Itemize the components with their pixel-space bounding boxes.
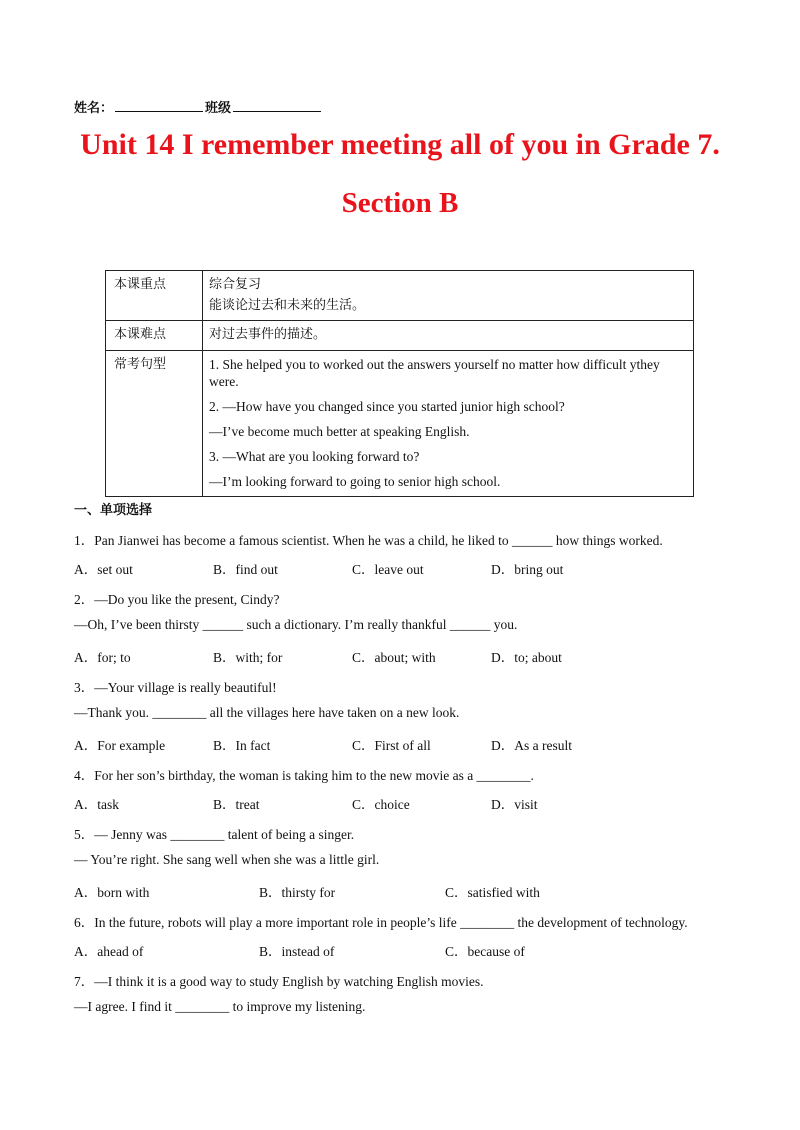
question-dialogue: —Thank you. ________ all the villages here have taken on a new look.: [74, 705, 460, 720]
content-line: 综合复习: [209, 277, 262, 292]
option-c[interactable]: C．leave out: [352, 562, 424, 577]
option-b[interactable]: B．instead of: [259, 944, 335, 959]
lesson-info-table: [105, 270, 694, 497]
option-c[interactable]: C．satisfied with: [445, 885, 540, 900]
question-stem: 5．— Jenny was ________ talent of being a singer.: [74, 827, 355, 842]
name-blank[interactable]: [115, 99, 203, 112]
content-line: 2. —How have you changed since you started junior high school?: [209, 399, 565, 414]
content-line: 能谈论过去和未来的生活。: [209, 298, 366, 313]
question-stem: 2．—Do you like the present, Cindy?: [74, 592, 280, 607]
question-stem: 6．In the future, robots will play a more important role in people’s life ________ the development of technology.: [74, 915, 688, 930]
row-content-sentence-patterns: [203, 351, 694, 497]
option-b[interactable]: B．thirsty for: [259, 885, 336, 900]
content-line: —I’m looking forward to going to senior high school.: [209, 474, 501, 489]
unit-title: Unit 14 I remember meeting all of you in Grade 7.: [80, 128, 720, 161]
question-dialogue: —I agree. I find it ________ to improve my listening.: [74, 999, 366, 1014]
option-a[interactable]: A．set out: [74, 562, 133, 577]
row-label-difficulties: 本课难点: [106, 321, 203, 351]
name-label: 姓名：: [74, 101, 114, 116]
option-c[interactable]: C．because of: [445, 944, 525, 959]
option-d[interactable]: D．to; about: [491, 650, 562, 665]
option-a[interactable]: A．born with: [74, 885, 150, 900]
question-stem: 3．—Your village is really beautiful!: [74, 680, 277, 695]
content-line: 3. —What are you looking forward to?: [209, 449, 420, 464]
class-blank[interactable]: [233, 99, 321, 112]
option-d[interactable]: D．As a result: [491, 738, 572, 753]
question-dialogue: — You’re right. She sang well when she was a little girl.: [74, 852, 380, 867]
class-label: 班级: [205, 101, 232, 116]
row-label-sentence-patterns: 常考句型: [106, 351, 203, 497]
option-b[interactable]: B．with; for: [213, 650, 283, 665]
table-row: [106, 351, 694, 497]
content-line: 对过去事件的描述。: [209, 327, 327, 342]
section-heading: 一、单项选择: [74, 503, 153, 518]
option-a[interactable]: A．ahead of: [74, 944, 144, 959]
question-stem: 7．—I think it is a good way to study English by watching English movies.: [74, 974, 484, 989]
option-c[interactable]: C．First of all: [352, 738, 431, 753]
row-content-difficulties: [203, 321, 694, 351]
section-title: Section B: [341, 187, 459, 219]
option-b[interactable]: B．In fact: [213, 738, 271, 753]
question-stem: 4．For her son’s birthday, the woman is taking him to the new movie as a ________.: [74, 768, 534, 783]
option-a[interactable]: A．task: [74, 797, 119, 812]
row-label-key-points: 本课重点: [106, 271, 203, 321]
row-content-key-points: [203, 271, 694, 321]
content-line: —I’ve become much better at speaking English.: [209, 424, 470, 439]
option-d[interactable]: D．bring out: [491, 562, 564, 577]
content-line: 1. She helped you to worked out the answers yourself no matter how difficult ythey were.: [209, 357, 660, 389]
option-c[interactable]: C．choice: [352, 797, 410, 812]
option-b[interactable]: B．treat: [213, 797, 260, 812]
table-row: [106, 321, 694, 351]
question-dialogue: —Oh, I’ve been thirsty ______ such a dictionary. I’m really thankful ______ you.: [74, 617, 518, 632]
table-row: [106, 271, 694, 321]
question-stem: 1．Pan Jianwei has become a famous scientist. When he was a child, he liked to ______ how things worked.: [74, 533, 663, 548]
name-class-line: [74, 97, 323, 116]
option-a[interactable]: A．for; to: [74, 650, 131, 665]
option-c[interactable]: C．about; with: [352, 650, 436, 665]
option-d[interactable]: D．visit: [491, 797, 538, 812]
option-a[interactable]: A．For example: [74, 738, 166, 753]
option-b[interactable]: B．find out: [213, 562, 278, 577]
